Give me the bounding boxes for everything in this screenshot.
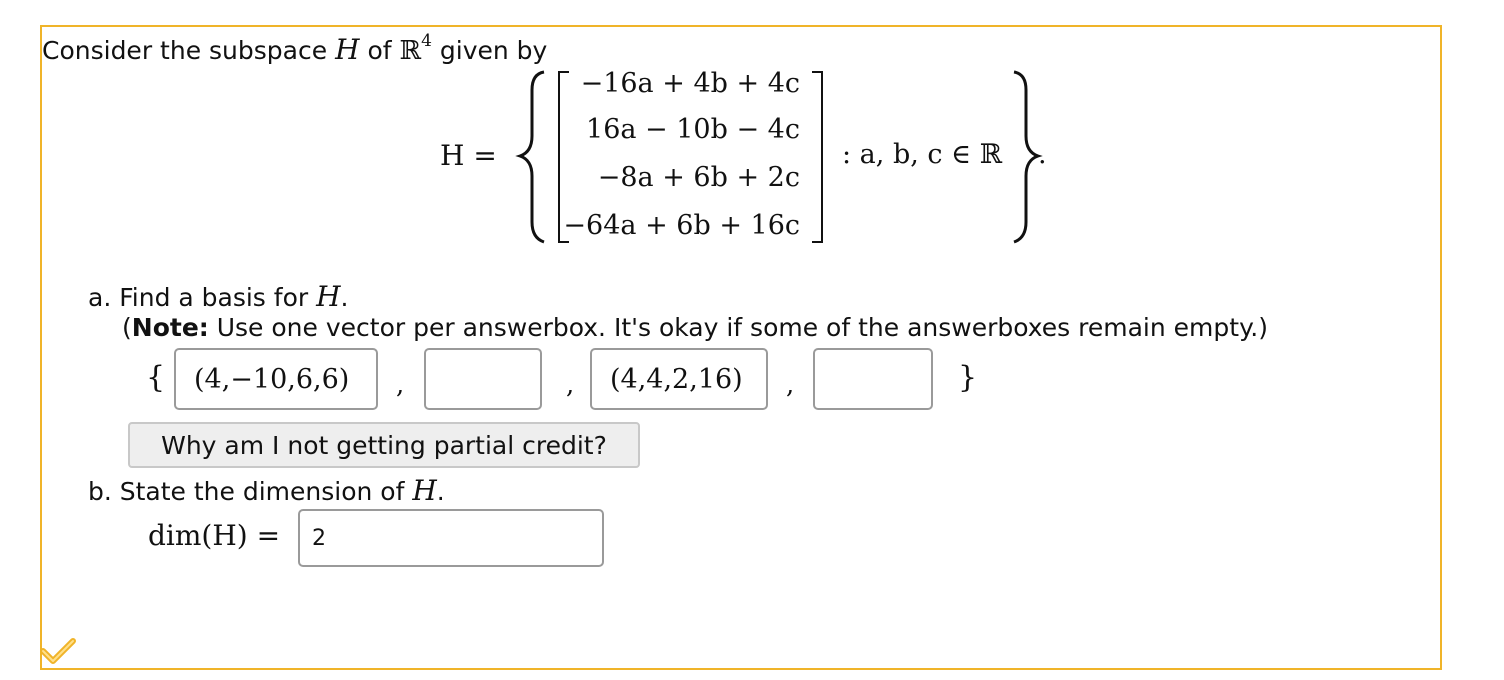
dimension-input[interactable]: 2: [298, 509, 604, 567]
basis-answer-2[interactable]: [424, 348, 542, 410]
basis-answer-4[interactable]: [813, 348, 933, 410]
intro-space-exp: 4: [421, 30, 432, 51]
matrix-row-3: −8a + 6b + 2c: [597, 162, 800, 193]
part-a-var: H: [316, 280, 341, 313]
part-b-label: b. State the dimension of H.: [88, 474, 445, 507]
part-a-note: (Note: Use one vector per answerbox. It's okay if some of the answerboxes remain empty.): [122, 313, 1269, 342]
note-text: Use one vector per answerbox. It's okay if some of the answerboxes remain empty.): [216, 313, 1269, 342]
basis-answer-1[interactable]: (4,−10,6,6): [174, 348, 378, 410]
matrix-row-2: 16a − 10b − 4c: [586, 114, 800, 145]
basis-answer-3[interactable]: (4,4,2,16): [590, 348, 768, 410]
intro-of: of: [367, 36, 392, 65]
set-condition: : a, b, c ∈ ℝ: [842, 139, 1003, 170]
separator-2: ,: [566, 370, 575, 400]
checkmark-icon: [40, 636, 76, 666]
set-trailing-period: .: [1038, 139, 1047, 170]
intro-space: ℝ: [399, 36, 422, 66]
intro-prefix: Consider the subspace: [42, 36, 328, 65]
part-b-var: H: [412, 474, 437, 507]
part-a-label: a. Find a basis for H.: [88, 280, 349, 313]
intro-suffix: given by: [439, 36, 548, 65]
separator-1: ,: [396, 370, 405, 400]
dim-label: dim(H) =: [148, 519, 281, 552]
open-brace: {: [146, 360, 166, 395]
intro-var: H: [335, 33, 360, 66]
matrix-column: [560, 66, 800, 248]
intro-line: [42, 30, 548, 66]
matrix-row-1: −16a + 4b + 4c: [580, 68, 800, 99]
matrix-row-4: −64a + 6b + 16c: [563, 210, 800, 241]
set-lhs: H =: [440, 139, 497, 172]
partial-credit-button[interactable]: Why am I not getting partial credit?: [128, 422, 640, 468]
separator-3: ,: [786, 370, 795, 400]
close-brace: }: [958, 360, 978, 395]
note-bold: Note:: [131, 313, 209, 342]
